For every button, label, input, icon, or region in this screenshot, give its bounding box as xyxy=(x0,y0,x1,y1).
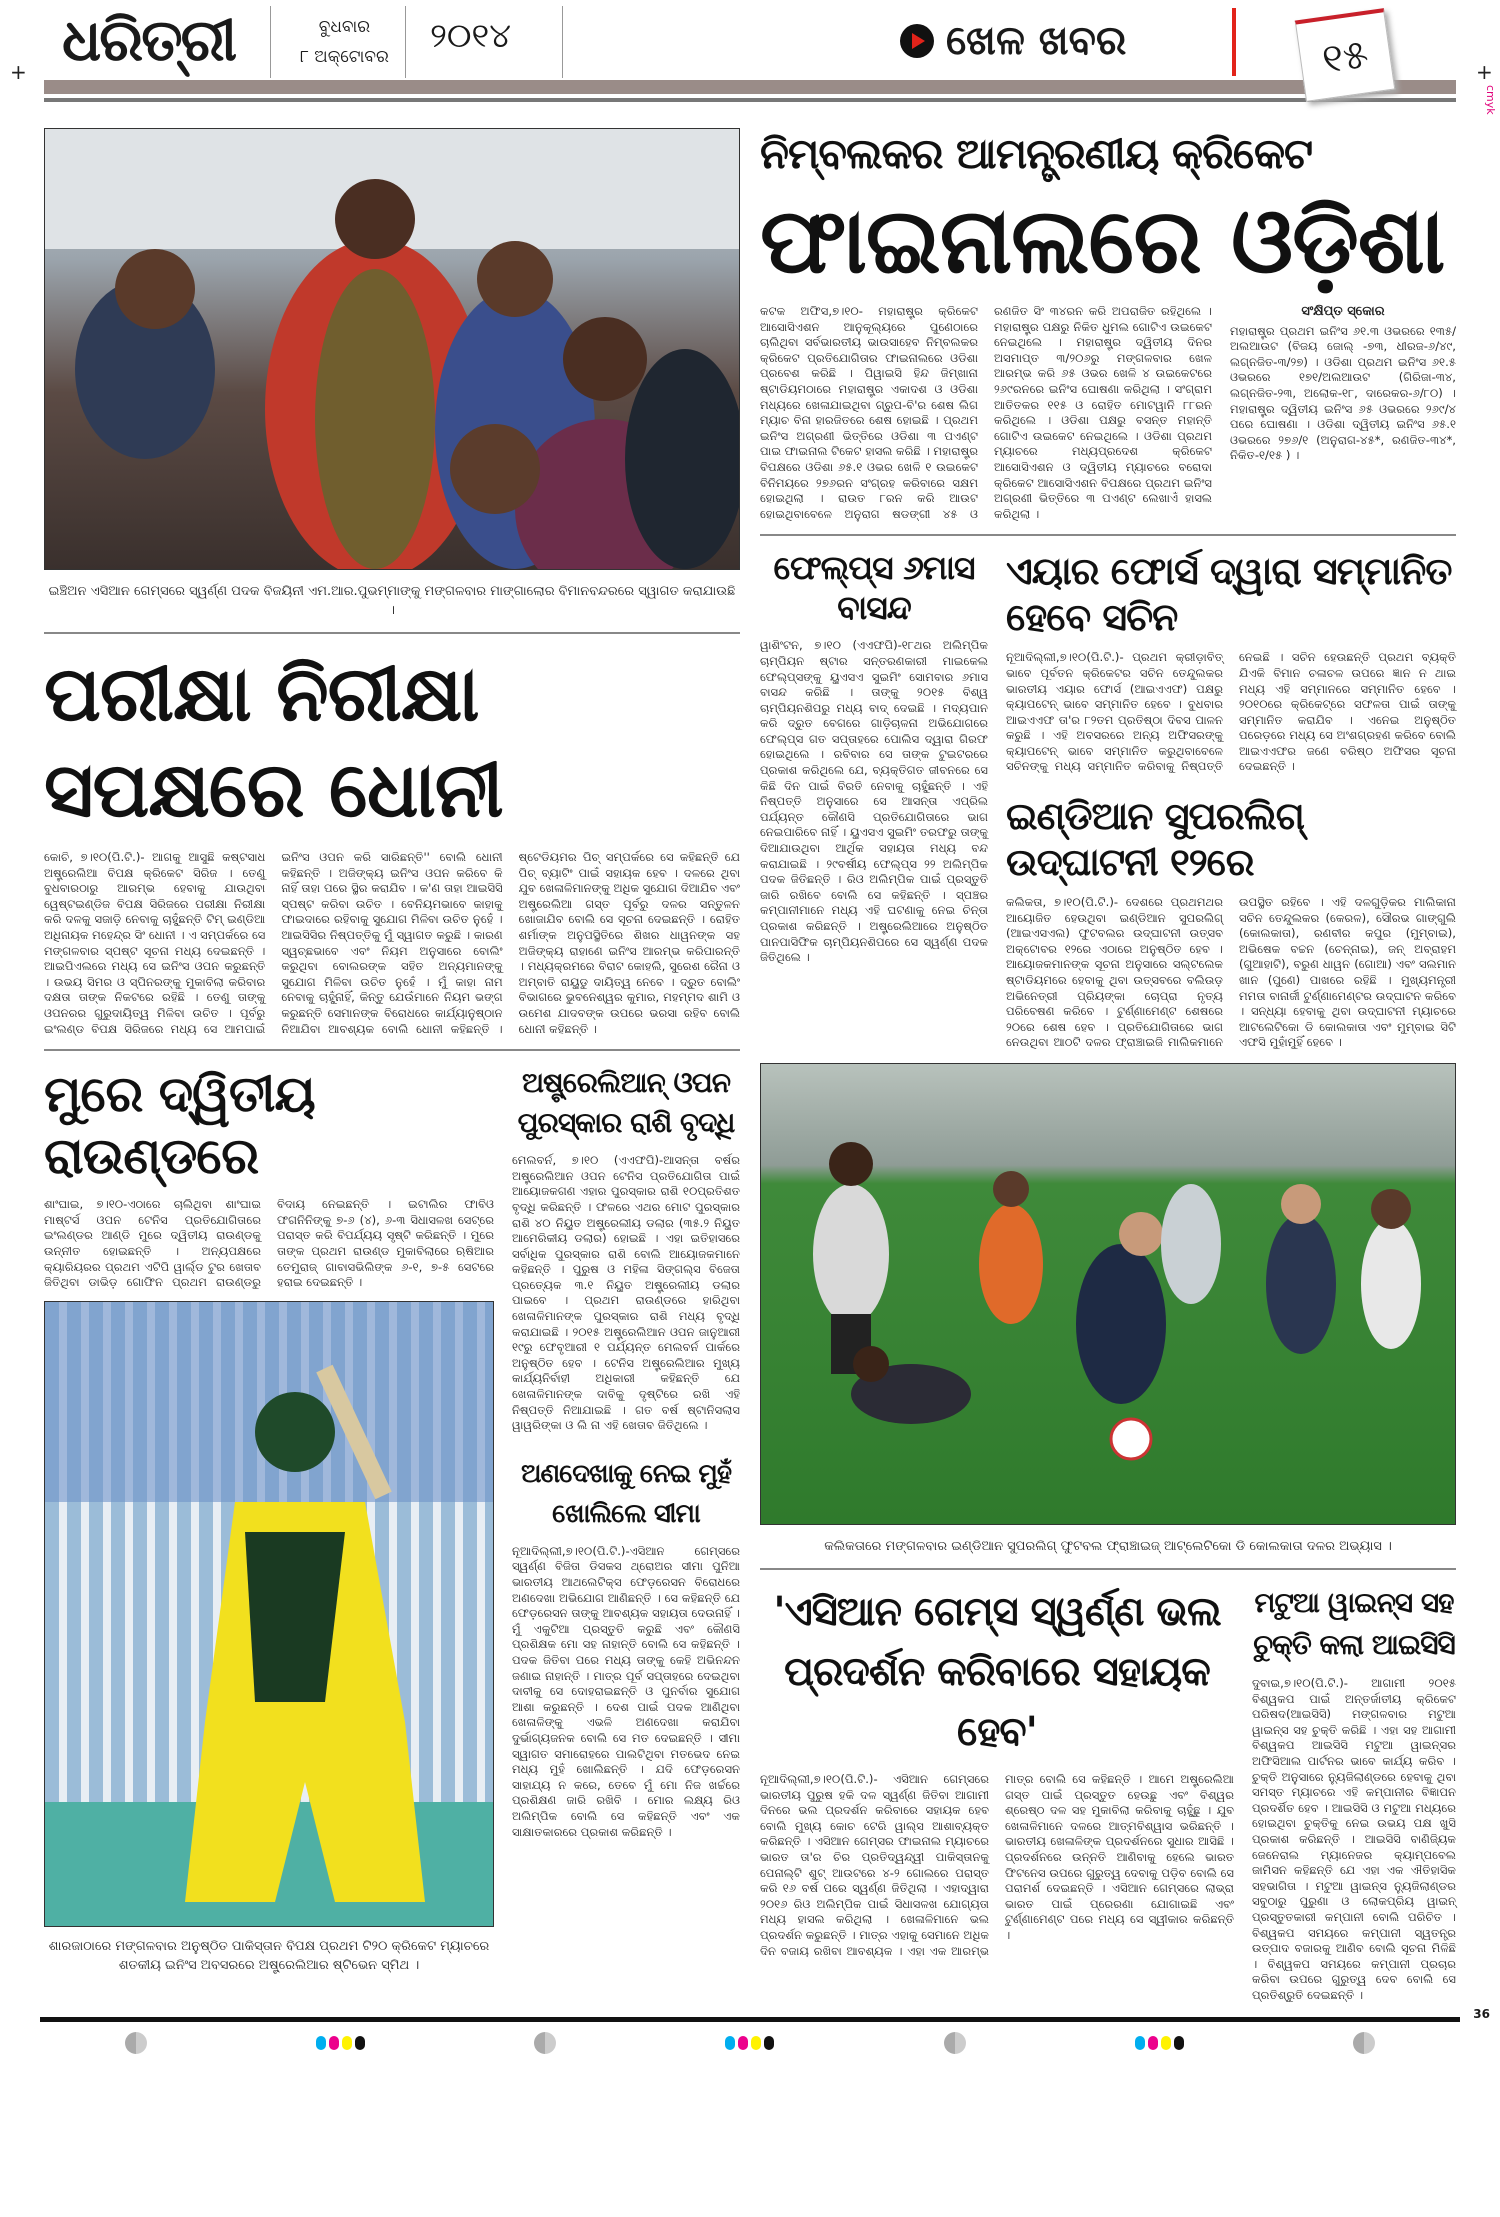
icc-story xyxy=(1252,1582,1456,2003)
photo-cricket-batsman xyxy=(44,1301,494,1927)
article-headline: ମଟୁଆ ୱାଇନ୍ସ ସହ ଚୁକ୍ତି କଲା ଆଇସିସି xyxy=(1253,1586,1455,1661)
article-body: ୱାଶିଂଟନ, ୭।୧୦ (ଏଏଫପି)-୧୮ଥର ଅଲିମ୍ପିକ ଚାମ୍ପିୟନ ଷ୍ଟାର ସନ୍ତରଣକାରୀ ମାଇକେଲ ଫେଲ୍‌ପ୍ସଙ୍କୁ ୟୁଏସଏ ସୁଇମିଂ ସୋମବାର ୬ମାସ ବାସନ୍ଦ କରିଛି । ତାଙ୍କୁ ୨୦୧୫ ବିଶ୍ୱ ଚାମ୍ପିୟନଶିପରୁ ମଧ୍ୟ ବାଦ୍ ଦେଇଛି । ମଦ୍ୟପାନ କରି ଦ୍ରୁତ ବେଗରେ ଗାଡ଼ିଚାଳନା ଅଭିଯୋଗରେ ଫେଲ୍‌ପ୍ସ ଗତ ସପ୍ତାହରେ ପୋଲିସ ଦ୍ୱାରା ଗିରଫ ହୋଇଥିଲେ । ରବିବାର ସେ ତାଙ୍କ ଟୁଇଟରରେ ପ୍ରକାଶ କରିଥିଲେ ଯେ, ବ୍ୟକ୍ତିଗତ ଜୀବନରେ ସେ କିଛି ଦିନ ପାଇଁ ବିରତି ନେବାକୁ ଚାହୁଁଛନ୍ତି । ଏହି ନିଷ୍ପତ୍ତି ଅନୁସାରେ ସେ ଆସନ୍ତା ଏପ୍ରିଲ ପର୍ଯ୍ୟନ୍ତ କୌଣସି ପ୍ରତିଯୋଗିତାରେ ଭାଗ ନେଇପାରିବେ ନାହିଁ । ୟୁଏସଏ ସୁଇମିଂ ତରଫରୁ ତାଙ୍କୁ ଦିଆଯାଉଥିବା ଆର୍ଥିକ ସହାୟତା ମଧ୍ୟ ବନ୍ଦ କରାଯାଇଛି । ୨୯ବର୍ଷୀୟ ଫେଲ୍‌ପ୍ସ ୨୨ ଅଲିମ୍ପିକ ପଦକ ଜିତିଛନ୍ତି । ରିଓ ଅଲିମ୍ପିକ ପାଇଁ ପ୍ରସ୍ତୁତି ଜାରି ରଖିବେ ବୋଲି ସେ କହିଛନ୍ତି । ସ୍ପଞ୍ଚର କମ୍ପାନୀମାନେ ମଧ୍ୟ ଏହି ଘଟଣାକୁ ନେଇ ଚିନ୍ତା ପ୍ରକାଶ କରିଛନ୍ତି । ଅଷ୍ଟ୍ରେଲିଆରେ ଅନୁଷ୍ଠିତ ପାନପାସିଫିକ ଚାମ୍ପିୟନଶିପରେ ସେ ସ୍ୱର୍ଣ୍ଣ ପଦକ ଜିତିଥିଲେ । xyxy=(760,638,988,965)
issue-day-date xyxy=(300,12,389,72)
score-heading: ସଂକ୍ଷିପ୍ତ ସ୍କୋର xyxy=(1301,304,1385,319)
folio-number: 36 xyxy=(1473,2007,1490,2022)
page-number: ୧୫ xyxy=(1295,8,1396,102)
article-body-odisha xyxy=(760,304,1456,522)
color-bar-icon xyxy=(316,2036,365,2050)
divider xyxy=(270,6,271,78)
article-headline: ଫାଇନାଲରେ ଓଡ଼ିଶା xyxy=(760,189,1445,294)
score-box xyxy=(1230,304,1456,522)
photo-medalist-welcome xyxy=(44,128,740,570)
article-headline: ଅଣଦେଖାକୁ ନେଇ ମୁହଁ ଖୋଲିଲେ ସୀମା xyxy=(521,1458,731,1529)
score-box-inner xyxy=(1230,304,1456,464)
section-label: ଖେଳ ଖବର xyxy=(946,18,1127,64)
article-headline: ପରୀକ୍ଷା ନିରୀକ୍ଷା ସପକ୍ଷରେ ଧୋନୀ xyxy=(44,649,503,834)
murray-and-photo xyxy=(44,1063,494,1975)
color-bar-icon xyxy=(725,2036,774,2050)
article-body: କୋଚି, ୭।୧୦(ପି.ଟି.)- ଆଗକୁ ଆସୁଛି କଷ୍ଟସାଧ ଅଷ୍ଟ୍ରେଲିଆ ବିପକ୍ଷ କ୍ରିକେଟ ସିରିଜ । ତେଣୁ ବୁଧବାରଠାରୁ ଆରମ୍ଭ ହେବାକୁ ଯାଉଥିବା ୱେଷ୍ଟଇଣ୍ଡିଜ ବିପକ୍ଷ ସିରିଜରେ ପରୀକ୍ଷା ନିରୀକ୍ଷା କରି ଦଳକୁ ସଜାଡ଼ି ନେବାକୁ ଚାହୁଁଛନ୍ତି ଟିମ୍ ଇଣ୍ଡିଆ ଅଧିନାୟକ ମହେନ୍ଦ୍ର ସିଂ ଧୋନୀ । ଏ ସମ୍ପର୍କରେ ସେ ମଙ୍ଗଳବାର ସ୍ପଷ୍ଟ ସୂଚନା ମଧ୍ୟ ଦେଇଛନ୍ତି । ଆଇପିଏଲରେ ମଧ୍ୟ ସେ ଇନିଂସ ଓପନ କରୁଛନ୍ତି । ଉଭୟ ସିମର ଓ ସ୍ପିନରଙ୍କୁ ମୁକାବିଲା କରିବାର ଦକ୍ଷତା ତାଙ୍କ ନିକଟରେ ରହିଛି । ତେଣୁ ତାଙ୍କୁ ଓପନରର ଗୁରୁଦାୟିତ୍ୱ ମିଳିବା ଉଚିତ । ପୂର୍ବରୁ ଇଂଲଣ୍ଡ ବିପକ୍ଷ ସିରିଜରେ ମଧ୍ୟ ସେ ଆମପାଇଁ ଇନିଂସ ଓପନ କରି ସାରିଛନ୍ତି'' ବୋଲି ଧୋନୀ କହିଛନ୍ତି । ଅଜିଙ୍କ୍ୟ ଇନିଂସ ଓପନ କରିବେ କି ନାହିଁ ତାହା ପରେ ସ୍ଥିର କରାଯିବ । କ'ଣ ତାହା ଆଇସିସି ସ୍ପଷ୍ଟ କରିବା ଉଚିତ । ବେନିୟମଭାବେ କାହାକୁ ଫାଇଦାରେ ରହିବାକୁ ସୁଯୋଗ ମିଳିବା ଉଚିତ ନୁହେଁ । ଆଇସିସିର ନିଷ୍ପତ୍ତିକୁ ମୁଁ ସ୍ୱାଗତ କରୁଛି । କାରଣ ସ୍ୱଚ୍ଛଭାବେ ଏବଂ ନିୟମ ଅନୁସାରେ ବୋଲିଂ କରୁଥିବା ବୋଲରଙ୍କ ସହିତ ଅନ୍ୟମାନଙ୍କୁ ସୁଯୋଗ ମିଳିବା ଉଚିତ ନୁହେଁ । ମୁଁ କାହା ନାମ ନେବାକୁ ଚାହୁଁନାହିଁ, କିନ୍ତୁ ଯେଉଁମାନେ ନିୟମ ଭଙ୍ଗ କରୁଛନ୍ତି ସେମାନଙ୍କ ବିରୋଧରେ କାର୍ଯ୍ୟାନୁଷ୍ଠାନ ନିଆଯିବା ଆବଶ୍ୟକ ବୋଲି ଧୋନୀ କହିଛନ୍ତି । ଷ୍ଟେଡିୟମର ପିଚ୍ ସମ୍ପର୍କରେ ସେ କହିଛନ୍ତି ଯେ ପିଚ୍ ବ୍ୟାଟିଂ ପାଇଁ ସହାୟକ ହେବ । ଦଳରେ ଥିବା ଯୁବ ଖେଳାଳିମାନଙ୍କୁ ଅଧିକ ସୁଯୋଗ ଦିଆଯିବ ଏବଂ ଅଷ୍ଟ୍ରେଲିଆ ଗସ୍ତ ପୂର୍ବରୁ ଦଳର ସନ୍ତୁଳନ ଖୋଜାଯିବ ବୋଲି ସେ ସୂଚନା ଦେଇଛନ୍ତି । ରୋହିତ ଶର୍ମାଙ୍କ ଅନୁପସ୍ଥିତିରେ ଶିଖର ଧାୱନଙ୍କ ସହ ଅଜିଙ୍କ୍ୟ ରାହାଣେ ଇନିଂସ ଆରମ୍ଭ କରିପାରନ୍ତି । ମଧ୍ୟକ୍ରମରେ ବିରାଟ କୋହଲି, ସୁରେଶ ରୈନା ଓ ଅମ୍ବାତି ରାୟୁଡୁ ଦାୟିତ୍ୱ ନେବେ । ଦ୍ରୁତ ବୋଲିଂ ବିଭାଗରେ ଭୁବନେଶ୍ୱର କୁମାର, ମହମ୍ମଦ ଶାମି ଓ ଉମେଶ ଯାଦବଙ୍କ ଉପରେ ଭରସା ରହିବ ବୋଲି ଧୋନୀ କହିଛନ୍ତି । xyxy=(44,850,740,1036)
article-body: ମେଲବର୍ନ, ୭।୧୦ (ଏଏଫପି)-ଆସନ୍ତା ବର୍ଷର ଅଷ୍ଟ୍ରେଲିଆନ ଓପନ ଟେନିସ ପ୍ରତିଯୋଗିତା ପାଇଁ ଆୟୋଜକଗଣ ଏହାର ପୁରସ୍କାର ରାଶି ୧୦ପ୍ରତିଶତ ବୃଦ୍ଧି କରିଛନ୍ତି । ଫଳରେ ଏଥର ମୋଟ ପୁରସ୍କାର ରାଶି ୪୦ ନିୟୁତ ଅଷ୍ଟ୍ରେଲୀୟ ଡଲାର (୩୫.୨ ନିୟୁତ ଆମେରିକୀୟ ଡଲାର) ହୋଇଛି । ଏହା ଇତିହାସରେ ସର୍ବାଧିକ ପୁରସ୍କାର ରାଶି ବୋଲି ଆୟୋଜକମାନେ କହିଛନ୍ତି । ପୁରୁଷ ଓ ମହିଳା ସିଙ୍ଗଲ୍ସ ବିଜେତା ପ୍ରତ୍ୟେକ ୩.୧ ନିୟୁତ ଅଷ୍ଟ୍ରେଲୀୟ ଡଲାର ପାଇବେ । ପ୍ରଥମ ରାଉଣ୍ଡରେ ହାରିଥିବା ଖେଳାଳିମାନଙ୍କ ପୁରସ୍କାର ରାଶି ମଧ୍ୟ ବୃଦ୍ଧି କରାଯାଇଛି । ୨୦୧୫ ଅଷ୍ଟ୍ରେଲିଆନ ଓପନ ଜାନୁଆରୀ ୧୯ରୁ ଫେବୃଆରୀ ୧ ପର୍ଯ୍ୟନ୍ତ ମେଲବର୍ନ ପାର୍କରେ ଅନୁଷ୍ଠିତ ହେବ । ଟେନିସ ଅଷ୍ଟ୍ରେଲିଆର ମୁଖ୍ୟ କାର୍ଯ୍ୟନିର୍ବାହୀ ଅଧିକାରୀ କହିଛନ୍ତି ଯେ ଖେଳାଳିମାନଙ୍କ ଦାବିକୁ ଦୃଷ୍ଟିରେ ରଖି ଏହି ନିଷ୍ପତ୍ତି ନିଆଯାଇଛି । ଗତ ବର୍ଷ ଷ୍ଟାନିସଲାସ ୱାୱରିଙ୍କା ଓ ଲି ନା ଏହି ଖେତାବ ଜିତିଥିଲେ । xyxy=(512,1153,740,1433)
cmyk-label: cmyk xyxy=(1484,85,1497,115)
registration-mark-icon xyxy=(534,2032,556,2054)
article-headline: ଇଣ୍ଡିଆନ ସୁପରଲିଗ୍ ଉଦ୍‌ଘାଟନୀ ୧୨ରେ xyxy=(1006,794,1304,885)
article-body: କଲିକତା, ୭।୧୦(ପି.ଟି.)- ଦେଶରେ ପ୍ରଥମଥର ଆୟୋଜିତ ହେଉଥିବା ଇଣ୍ଡିଆନ ସୁପରଲିଗ୍ (ଆଇଏସଏଲ) ଫୁଟବଲର ଉଦ୍‌ଘାଟନୀ ଉତ୍ସବ ଅକ୍ଟୋବର ୧୨ରେ ଏଠାରେ ଅନୁଷ୍ଠିତ ହେବ । ଆୟୋଜକମାନଙ୍କ ସୂଚନା ଅନୁସାରେ ସଲ୍ଟଲେକ ଷ୍ଟାଡିୟମରେ ହେବାକୁ ଥିବା ଉତ୍ସବରେ ବଲିଉଡ଼ ଅଭିନେତ୍ରୀ ପ୍ରିୟଙ୍କା ଚୋପ୍ରା ନୃତ୍ୟ ପରିବେଷଣ କରିବେ । ଟୁର୍ଣ୍ଣାମେଣ୍ଟ ଶେଷରେ ୨୦ରେ ଶେଷ ହେବ । ପ୍ରତିଯୋଗିତାରେ ଭାଗ ନେଉଥିବା ଆଠଟି ଦଳର ଫ୍ରାଞ୍ଚାଇଜି ମାଲିକମାନେ ଉପସ୍ଥିତ ରହିବେ । ଏହି ଦଳଗୁଡ଼ିକର ମାଲିକାନା ସଚିନ ତେନ୍ଦୁଲକର (କେରଳ), ସୌରଭ ଗାଙ୍ଗୁଲି (କୋଲକାତା), ରଣବୀର କପୁର (ମୁମ୍ବାଇ), ଅଭିଷେକ ବଚ୍ଚନ (ଚେନ୍ନାଇ), ଜନ୍ ଅବ୍ରାହମ (ଗୁଆହାଟି), ବରୁଣ ଧାୱନ (ଗୋଆ) ଏବଂ ସଲମାନ ଖାନ (ପୁଣେ) ପାଖରେ ରହିଛି । ମୁଖ୍ୟମନ୍ତ୍ରୀ ମମତା ବାନାର୍ଜୀ ଟୁର୍ଣ୍ଣାମେଣ୍ଟର ଉଦ୍‌ଘାଟନ କରିବେ । ସନ୍ଧ୍ୟା ହେବାକୁ ଥିବା ଉଦ୍‌ଘାଟନୀ ମ୍ୟାଚରେ ଆଟଲେଟିକୋ ଡି କୋଲକାତା ଏବଂ ମୁମ୍ବାଇ ସିଟି ଏଫସି ମୁହାଁମୁହିଁ ହେବେ । xyxy=(1006,895,1456,1050)
registration-mark-icon xyxy=(1353,2032,1375,2054)
issue-day: ବୁଧବାର xyxy=(318,17,371,37)
photo-caption: କଲିକତାରେ ମଙ୍ଗଳବାର ଇଣ୍ଡିଆନ ସୁପରଲିଗ୍ ଫୁଟବଲ ଫ୍ରାଞ୍ଚାଇଜ୍ ଆଟ୍‌ଲେଟିକୋ ଡି କୋଲକାତା ଦଳର ଅଭ୍ୟାସ । xyxy=(824,1539,1392,1554)
article-body: ନୂଆଦିଲ୍ଲୀ,୭।୧୦(ପି.ଟି.)- ଏସିଆନ ଗେମ୍ସରେ ଭାରତୀୟ ପୁରୁଷ ହକି ଦଳ ସ୍ୱର୍ଣ୍ଣ ଜିତିବା ଆଗାମୀ ଦିନରେ ଭଲ ପ୍ରଦର୍ଶନ କରିବାରେ ସହାୟକ ହେବ ବୋଲି ମୁଖ୍ୟ କୋଚ ଟେରି ୱାଲ୍ସ ଆଶାବ୍ୟକ୍ତ କରିଛନ୍ତି । ଏସିଆନ ଗେମ୍ସର ଫାଇନାଲ ମ୍ୟାଚରେ ଭାରତ ତା'ର ଚିର ପ୍ରତିଦ୍ୱନ୍ଦ୍ୱୀ ପାକିସ୍ତାନକୁ ପେନାଲ୍ଟି ଶୁଟ୍ ଆଉଟରେ ୪-୨ ଗୋଲରେ ପରାସ୍ତ କରି ୧୬ ବର୍ଷ ପରେ ସ୍ୱର୍ଣ୍ଣ ଜିତିଥିଲା । ଏହାଦ୍ୱାରା ୨୦୧୬ ରିଓ ଅଲିମ୍ପିକ ପାଇଁ ସିଧାସଳଖ ଯୋଗ୍ୟତା ମଧ୍ୟ ହାସଲ କରିଥିଲା । ଖେଳାଳିମାନେ ଭଲ ପ୍ରଦର୍ଶନ କରୁଛନ୍ତି । ମାତ୍ର ଏହାକୁ ସେମାନେ ଅଧିକ ଦିନ ବଜାୟ ରଖିବା ଆବଶ୍ୟକ । ଏହା ଏକ ଆରମ୍ଭ ମାତ୍ର ବୋଲି ସେ କହିଛନ୍ତି । ଆମେ ଅଷ୍ଟ୍ରେଲିଆ ଗସ୍ତ ପାଇଁ ପ୍ରସ୍ତୁତ ହେଉଛୁ ଏବଂ ବିଶ୍ୱର ଶ୍ରେଷ୍ଠ ଦଳ ସହ ମୁକାବିଲା କରିବାକୁ ଚାହୁଁଛୁ । ଯୁବ ଖେଳାଳିମାନେ ଦଳରେ ଆତ୍ମବିଶ୍ୱାସ ଭରିଛନ୍ତି । ଭାରତୀୟ ଖେଳାଳିଙ୍କ ପ୍ରଦର୍ଶନରେ ସୁଧାର ଆସିଛି । ପ୍ରଦର୍ଶନରେ ଉନ୍ନତି ଆଣିବାକୁ ହେଲେ ଭାରତ ଫିଟନେସ ଉପରେ ଗୁରୁତ୍ୱ ଦେବାକୁ ପଡ଼ିବ ବୋଲି ସେ ପରାମର୍ଶ ଦେଇଛନ୍ତି । ଏସିଆନ ଗେମ୍ସରେ ଲାଭ୍ରା ଭାରତ ପାଇଁ ପ୍ରେରଣା ଯୋଗାଇଛି ଏବଂ ଟୁର୍ଣ୍ଣାମେଣ୍ଟ ପରେ ମଧ୍ୟ ସେ ସ୍ୱୀକାର କରିଛନ୍ତି । xyxy=(760,1772,1234,1958)
registration-mark-icon xyxy=(944,2032,966,2054)
asiangames-story xyxy=(760,1582,1234,2003)
crop-mark-icon: + xyxy=(10,60,27,84)
masthead-logo: ଧରିତ୍ରୀ xyxy=(62,6,236,74)
divider xyxy=(760,1568,1456,1570)
divider xyxy=(760,534,1456,536)
play-bullet-icon xyxy=(900,24,934,58)
article-headline: ଏୟାର ଫୋର୍ସ ଦ୍ୱାରା ସମ୍ମାନିତ ହେବେ ସଚିନ xyxy=(1006,549,1452,640)
crop-mark-icon: + xyxy=(1476,60,1493,84)
right-column xyxy=(760,128,1456,2003)
divider xyxy=(44,1049,740,1051)
article-kicker: ନିମ୍ବଲକର ଆମନ୍ତ୍ରଣୀୟ କ୍ରିକେଟ xyxy=(760,129,1313,178)
odisha-body-wrap xyxy=(760,304,1212,522)
photo-football-practice xyxy=(760,1063,1456,1525)
divider xyxy=(405,6,406,78)
article-headline: ଅଷ୍ଟ୍ରେଲିଆନ୍ ଓପନ ପୁରସ୍କାର ରାଶି ବୃଦ୍ଧି xyxy=(517,1066,735,1140)
article-body: ନୂଆଦିଲ୍ଲୀ,୭।୧୦(ପି.ଟି.)-ଏସିଆନ ଗେମ୍ସରେ ସ୍ୱର୍ଣ୍ଣ ବିଜିତା ଡିସକସ ଥ୍ରୋଅର ସୀମା ପୁନିଆ ଭାରତୀୟ ଆଥଲେଟିକ୍ସ ଫେଡ଼ରେସନ ବିରୋଧରେ ଅଣଦେଖା ଅଭିଯୋଗ ଆଣିଛନ୍ତି । ସେ କହିଛନ୍ତି ଯେ ଫେଡ଼ରେସନ ତାଙ୍କୁ ଆବଶ୍ୟକ ସହାୟତା ଦେଉନାହିଁ । ମୁଁ ଏକୁଟିଆ ପ୍ରସ୍ତୁତି କରୁଛି ଏବଂ କୌଣସି ପ୍ରଶିକ୍ଷକ ମୋ ସହ ନାହାନ୍ତି ବୋଲି ସେ କହିଛନ୍ତି । ପଦକ ଜିତିବା ପରେ ମଧ୍ୟ ତାଙ୍କୁ କେହି ଅଭିନନ୍ଦନ ଜଣାଇ ନାହାନ୍ତି । ମାତ୍ର ପୂର୍ବ ସପ୍ତାହରେ ଦେଇଥିବା ଦାବୀକୁ ସେ ଦୋହରାଇଛନ୍ତି ଓ ପୁନର୍ବାର ସୁଯୋଗ ଆଶା କରୁଛନ୍ତି । ଦେଶ ପାଇଁ ପଦକ ଆଣିଥିବା ଖେଳାଳିଙ୍କୁ ଏଭଳି ଅଣଦେଖା କରାଯିବା ଦୁର୍ଭାଗ୍ୟଜନକ ବୋଲି ସେ ମତ ଦେଇଛନ୍ତି । ସୀମା ସ୍ୱାଗତ ସମାରୋହରେ ପାଲଟିଥିବା ମତଭେଦ ନେଇ ମଧ୍ୟ ମୁହଁ ଖୋଲିଛନ୍ତି । ଯଦି ଫେଡ଼ରେସନ ସାହାଯ୍ୟ ନ କରେ, ତେବେ ମୁଁ ମୋ ନିଜ ଖର୍ଚ୍ଚରେ ପ୍ରଶିକ୍ଷଣ ଜାରି ରଖିବି । ମୋର ଲକ୍ଷ୍ୟ ରିଓ ଅଲିମ୍ପିକ ବୋଲି ସେ କହିଛନ୍ତି ଏବଂ ଏକ ସାକ୍ଷାତକାରରେ ପ୍ରକାଶ କରିଛନ୍ତି । xyxy=(512,1543,740,1839)
photo-illustration xyxy=(45,1302,494,1927)
article-headline: 'ଏସିଆନ ଗେମ୍ସ ସ୍ୱର୍ଣ୍ଣ ଭଲ ପ୍ରଦର୍ଶନ କରିବାରେ ସହାୟକ ହେବ' xyxy=(773,1589,1221,1755)
header-band xyxy=(44,80,1456,94)
article-body: ନୂଆଦିଲ୍ଲୀ,୭।୧୦(ପି.ଟି.)- ପ୍ରଥମ କ୍ରୀଡ଼ାବିତ୍ ଭାବେ ପୂର୍ବତନ କ୍ରିକେଟର ସଚିନ ତେନ୍ଦୁଲକର ଭାରତୀୟ ଏୟାର ଫୋର୍ସ (ଆଇଏଏଫ) ପକ୍ଷରୁ କ୍ୟାପଟେନ୍ ଭାବେ ସମ୍ମାନିତ ହେବେ । ବୁଧବାର ଆଇଏଏଫ ତା'ର ୮୨ତମ ପ୍ରତିଷ୍ଠା ଦିବସ ପାଳନ କରୁଛି । ଏହି ଅବସରରେ ଅନ୍ୟ ଅଫିସରଙ୍କୁ କ୍ୟାପଟେନ୍ ଭାବେ ସମ୍ମାନିତ କରୁଥିବାବେଳେ ସଚିନଙ୍କୁ ମଧ୍ୟ ସମ୍ମାନିତ କରିବାକୁ ନିଷ୍ପତ୍ତି ନେଇଛି । ସଚିନ ହେଉଛନ୍ତି ପ୍ରଥମ ବ୍ୟକ୍ତି ଯିଏକି ବିମାନ ଚଳାଚଳ ଉପରେ ଜ୍ଞାନ ନ ଥାଇ ମଧ୍ୟ ଏହି ସମ୍ମାନରେ ସମ୍ମାନିତ ହେବେ । ୨୦୧୦ରେ କ୍ରିକେଟ୍‌ରେ ସଫଳତା ପାଇଁ ତାଙ୍କୁ ସମ୍ମାନିତ କରାଯିବ । ଏନେଇ ଅନୁଷ୍ଠିତ ପରେଡ଼ରେ ମଧ୍ୟ ସେ ଅଂଶଗ୍ରହଣ କରିବେ ବୋଲି ଆଇଏଏଫର ଜଣେ ବରିଷ୍ଠ ଅଫିସର ସୂଚନା ଦେଇଛନ୍ତି । xyxy=(1006,650,1456,774)
footer-rule xyxy=(40,2017,1460,2022)
page-footer xyxy=(0,2003,1500,2064)
phelps-story xyxy=(760,548,988,1051)
page-header xyxy=(0,0,1500,115)
ausopen-and-seema xyxy=(512,1063,740,1975)
photo-caption: ଶାରଜାଠାରେ ମଙ୍ଗଳବାର ଅନୁଷ୍ଠିତ ପାକିସ୍ତାନ ବିପକ୍ଷ ପ୍ରଥମ ଟି୨୦ କ୍ରିକେଟ ମ୍ୟାଚରେ ଶତକୀୟ ଇନିଂସ ଅବସରରେ ଅଷ୍ଟ୍ରେଲିଆର ଷ୍ଟିଭେନ ସ୍ମିଥ । xyxy=(48,1938,490,1973)
accent-rule xyxy=(1232,8,1236,76)
article-headline: ମୁରେ ଦ୍ୱିତୀୟ ରାଉଣ୍ଡରେ xyxy=(44,1065,315,1186)
article-body: ଶାଂଘାଇ, ୭।୧୦-ଏଠାରେ ଚାଲିଥିବା ଶାଂଘାଇ ମାଷ୍ଟର୍ସ ଓପନ ଟେନିସ ପ୍ରତିଯୋଗିତାରେ ଇଂଲଣ୍ଡର ଆଣ୍ଡି ମୁରେ ଦ୍ୱିତୀୟ ରାଉଣ୍ଡକୁ ଉନ୍ନୀତ ହୋଇଛନ୍ତି । ଅନ୍ୟପକ୍ଷରେ କ୍ୟାରିୟରର ପ୍ରଥମ ଏଟିପି ୱାର୍ଲ୍ଡ ଟୁର ଖେତାବ ଜିତିଥିବା ଡାଭିଡ଼ ଗୋଫିନ ପ୍ରଥମ ରାଉଣ୍ଡରୁ ବିଦାୟ ନେଇଛନ୍ତି । ଇଟାଲିର ଫାବିଓ ଫଗନିନିଙ୍କୁ ୭-୬ (୪), ୬-୩ ସିଧାସଳଖ ସେଟ୍‌ରେ ପରାସ୍ତ କରି ବିପର୍ଯ୍ୟୟ ସୃଷ୍ଟି କରିଛନ୍ତି । ମୁରେ ତାଙ୍କ ପ୍ରଥମ ରାଉଣ୍ଡ ମୁକାବିଲାରେ ଋଷିଆର ତେମୁରାଜ୍ ଗାବାସଭିଲିଙ୍କ ୬-୧, ୭-୫ ସେଟରେ ହରାଇ ଦେଇଛନ୍ତି । xyxy=(44,1197,494,1290)
photo-caption: ଇଞ୍ଚିଅନ ଏସିଆନ ଗେମ୍ସରେ ସ୍ୱର୍ଣ୍ଣ ପଦକ ବିଜୟିନୀ ଏମ.ଆର.ପୁଭମ୍ମାଙ୍କୁ ମଙ୍ଗଳବାର ମାଙ୍ଗାଲୋର ବିମାନବନ୍ଦରରେ ସ୍ୱାଗତ କରାଯାଉଛି । xyxy=(48,584,736,618)
score-body: ମହାରାଷ୍ଟ୍ର ପ୍ରଥମ ଇନିଂସ ୬୧.୩ ଓଭରରେ ୧୩୫/ଅଲଆଉଟ (ବିଜୟ ଜୋଲ୍ -୭୩, ଧୀରଜ-୬/୪୯, ଲଗ୍ନଜିତ-୩/୨୭) । ଓଡିଶା ପ୍ରଥମ ଇନିଂସ ୬୧.୫ ଓଭରରେ ୧୭୧/ଅଲଆଉଟ (ଗିରିଜା-୩୪, ଲଗ୍ନଜିତ-୨୩, ଅଲୋକ-୧୮, ଦାରେକର-୬/୮୦) । ମହାରାଷ୍ଟ୍ର ଦ୍ୱିତୀୟ ଇନିଂସ ୬୫ ଓଭରରେ ୨୬୯/୪ ପରେ ଘୋଷଣା । ଓଡିଶା ଦ୍ୱିତୀୟ ଇନିଂସ ୬୫.୧ ଓଭରରେ ୨୭୬/୧ (ଅନୁରାଗ-୪୫*, ରଣଜିତ-୩୪*, ନିକିତ-୧/୧୫ ) । xyxy=(1230,323,1456,463)
lower-right-grid xyxy=(760,1582,1456,2003)
page-body xyxy=(0,112,1500,2003)
article-headline: ଫେଲ୍‌ପ୍ସ ୬ମାସ ବାସନ୍ଦ xyxy=(773,548,975,628)
middle-right-grid xyxy=(760,548,1456,1051)
print-marks xyxy=(40,2032,1460,2054)
color-bar-icon xyxy=(1135,2036,1184,2050)
article-body: କଟକ ଅଫିସ,୭।୧୦- ମହାରାଷ୍ଟ୍ର କ୍ରିକେଟ ଆସୋସିଏଶନ ଆନୁକୂଲ୍ୟରେ ପୁଣେଠାରେ ଚାଲିଥିବା ସର୍ବଭାରତୀୟ ଭାଉସାହେବ ନିମ୍ବଲକର କ୍ରିକେଟ ପ୍ରତିଯୋଗିତାର ଫାଇନାଲରେ ଓଡିଶା ପ୍ରବେଶ କରିଛି । ପିୱାଇସି ହିନ୍ଦ ଜିମ୍‌ଖାନା ଷ୍ଟାଡିୟମଠାରେ ମହାରାଷ୍ଟ୍ର ଏକାଦଶ ଓ ଓଡିଶା ମଧ୍ୟରେ ଖେଳାଯାଇଥିବା ଗ୍ରୁପ-ବି'ର ଶେଷ ଲିଗ ମ୍ୟାଚ ବିନା ହାରଜିତରେ ଶେଷ ହୋଇଛି । ପ୍ରଥମ ଇନିଂସ ଅଗ୍ରଣୀ ଭିତ୍ତିରେ ଓଡିଶା ୩ ପଏଣ୍ଟ ପାଇ ଫାଇନାଲ ଟିକେଟ ହାସଲ କରିଛି । ମହାରାଷ୍ଟ୍ର ବିପକ୍ଷରେ ଓଡିଶା ୬୫.୧ ଓଭର ଖେଳି ୧ ଉଇକେଟ ବିନିମୟରେ ୨୭୬ରନ ସଂଗ୍ରହ କରିବାରେ ସକ୍ଷମ ହୋଇଥିଲା । ରାଉତ ୮ରନ କରି ଆଉଟ ହୋଇଥିବାବେଳେ ଅନୁରାଗ ଷଡଙ୍ଗୀ ୪୫ ଓ ରଣଜିତ ସିଂ ୩୪ରନ କରି ଅପରାଜିତ ରହିଥିଲେ । ମହାରାଷ୍ଟ୍ର ପକ୍ଷରୁ ନିକିତ ଧୁମଲ ଗୋଟିଏ ଉଇକେଟ ନେଇଥିଲେ । ମହାରାଷ୍ଟ୍ର ଦ୍ୱିତୀୟ ଦିନର ଅସମାପ୍ତ ୩/୨୦୬ରୁ ମଙ୍ଗଳବାର ଖେଳ ଆରମ୍ଭ କରି ୬୫ ଓଭର ଖେଳି ୪ ଉଇକେଟରେ ୨୬୯ରନରେ ଇନିଂସ ଘୋଷଣା କରିଥିଲା । ସଂଗ୍ରାମ ଆତିତକର ୧୧୫ ଓ ରୋହିତ ମୋଟୱାନି ୮୮ରନ କରିଥିଲେ । ଓଡିଶା ପକ୍ଷରୁ ବସନ୍ତ ମହାନ୍ତି ଗୋଟିଏ ଉଇକେଟ ନେଇଥିଲେ । ଓଡିଶା ପ୍ରଥମ ମ୍ୟାଚରେ ମଧ୍ୟପ୍ରଦେଶ କ୍ରିକେଟ ଆସୋସିଏଶନ ଓ ଦ୍ୱିତୀୟ ମ୍ୟାଚରେ ବରୋଦା କ୍ରିକେଟ ଆସୋସିଏଶନ ବିପକ୍ଷରେ ପ୍ରଥମ ଇନିଂସ ଅଗ୍ରଣୀ ଭିତ୍ତିରେ ୩ ପଏଣ୍ଟ ଲେଖାଏଁ ହାସଲ କରିଥିଲା । xyxy=(760,304,1212,521)
divider xyxy=(44,632,740,634)
header-rule xyxy=(44,98,1456,102)
issue-date: ୮ ଅକ୍ଟୋବର xyxy=(300,47,389,67)
photo-illustration xyxy=(45,129,740,570)
left-column xyxy=(44,128,740,2003)
photo-illustration xyxy=(761,1064,1456,1525)
registration-mark-icon xyxy=(125,2032,147,2054)
article-body: ଦୁବାଇ,୭।୧୦(ପି.ଟି.)- ଆଗାମୀ ୨୦୧୫ ବିଶ୍ୱକପ ପାଇଁ ଅନ୍ତର୍ଜାତୀୟ କ୍ରିକେଟ ପରିଷଦ(ଆଇସିସି) ମଙ୍ଗଳବାର ମଟୁଆ ୱାଇନ୍ସ ସହ ଚୁକ୍ତି କରିଛି । ଏହା ସହ ଆଗାମୀ ବିଶ୍ୱକପ ଆଇସିସି ମଟୁଆ ୱାଇନ୍ସର ଅଫିସିଆଲ ପାର୍ଟନର ଭାବେ କାର୍ଯ୍ୟ କରିବ । ଚୁକ୍ତି ଅନୁସାରେ ନ୍ୟୁଜିଲାଣ୍ଡରେ ହେବାକୁ ଥିବା ସମସ୍ତ ମ୍ୟାଚରେ ଏହି କମ୍ପାନୀର ବିଜ୍ଞାପନ ପ୍ରଦର୍ଶିତ ହେବ । ଆଇସିସି ଓ ମଟୁଆ ମଧ୍ୟରେ ହୋଇଥିବା ଚୁକ୍ତିକୁ ନେଇ ଉଭୟ ପକ୍ଷ ଖୁସି ପ୍ରକାଶ କରିଛନ୍ତି । ଆଇସିସି ବାଣିଜ୍ୟିକ ଜେନେରାଲ ମ୍ୟାନେଜର କ୍ୟାମ୍ପବେଲ ଜାମିସନ କହିଛନ୍ତି ଯେ ଏହା ଏକ ଐତିହାସିକ ସହଭାଗିତା । ମଟୁଆ ୱାଇନ୍ସ ନ୍ୟୁଜିଲାଣ୍ଡର ସବୁଠାରୁ ପୁରୁଣା ଓ ଲୋକପ୍ରିୟ ୱାଇନ୍ ପ୍ରସ୍ତୁତକାରୀ କମ୍ପାନୀ ବୋଲି ପରିଚିତ । ବିଶ୍ୱକପ ସମୟରେ କମ୍ପାନୀ ସ୍ୱତନ୍ତ୍ର ଉତ୍ପାଦ ବଜାରକୁ ଆଣିବ ବୋଲି ସୂଚନା ମିଳିଛି । ବିଶ୍ୱକପ ସମୟରେ କମ୍ପାନୀ ପ୍ରଚାର କରିବା ଉପରେ ଗୁରୁତ୍ୱ ଦେବ ବୋଲି ସେ ପ୍ରତିଶ୍ରୁତି ଦେଇଛନ୍ତି । xyxy=(1252,1676,1456,2002)
divider xyxy=(562,6,563,78)
sachin-isl-stories xyxy=(1006,548,1456,1051)
lower-left-grid xyxy=(44,1063,740,1975)
issue-year: ୨୦୧୪ xyxy=(430,16,512,56)
section-title xyxy=(900,18,1126,64)
